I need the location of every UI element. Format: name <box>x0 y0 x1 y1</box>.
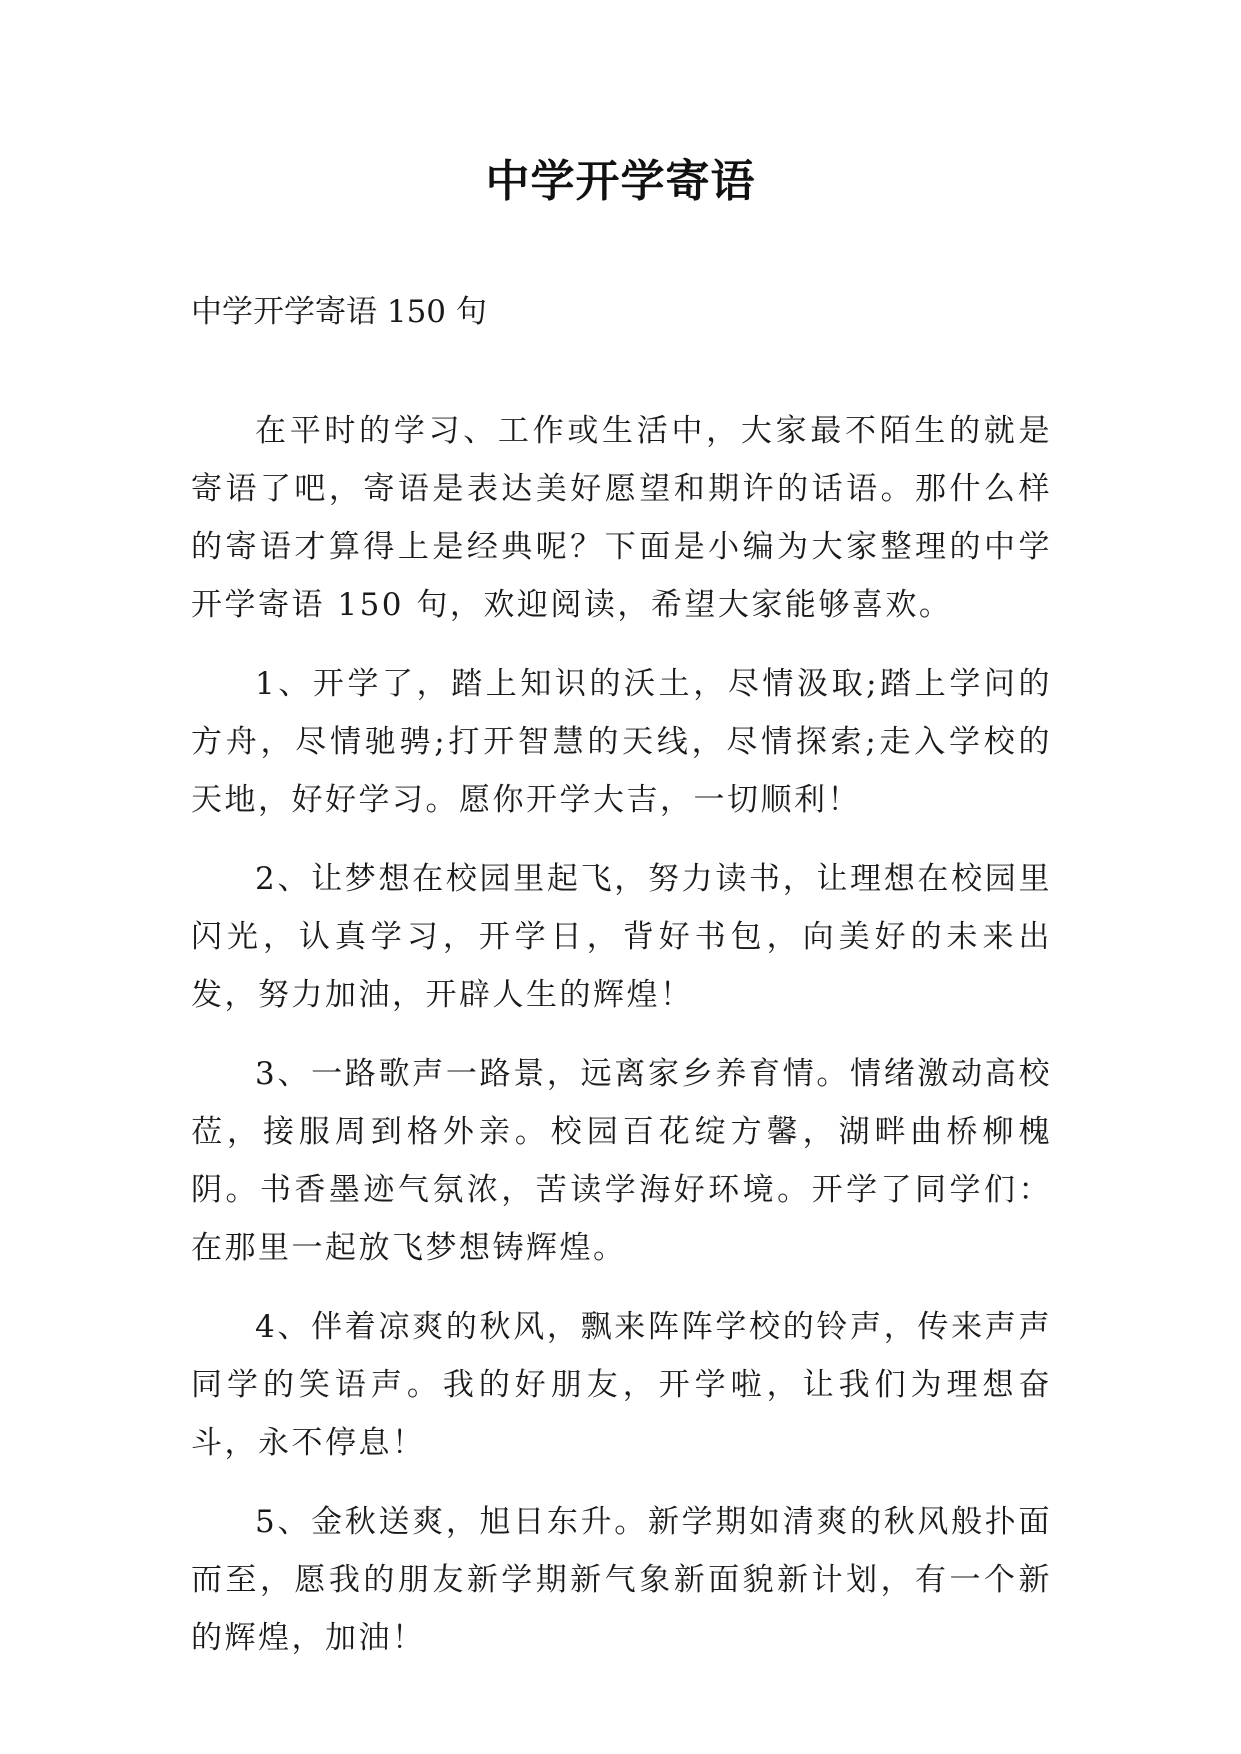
document-body <box>191 402 1052 1688</box>
document-title: 中学开学寄语 <box>485 156 756 207</box>
blessing-paragraph-5: 5、金秋送爽，旭日东升。新学期如清爽的秋风般扑面而至，愿我的朋友新学期新气象新面貌新计划，有一个新的辉煌，加油！ <box>191 1504 1052 1656</box>
blessing-paragraph-4: 4、伴着凉爽的秋风，飘来阵阵学校的铃声，传来声声同学的笑语声。我的好朋友，开学啦，让我们为理想奋斗，永不停息！ <box>191 1309 1052 1461</box>
blessing-paragraph-1: 1、开学了，踏上知识的沃土，尽情汲取;踏上学问的方舟，尽情驰骋;打开智慧的天线，尽情探索;走入学校的天地，好好学习。愿你开学大吉，一切顺利！ <box>191 666 1052 818</box>
document-subtitle: 中学开学寄语 150 句 <box>191 294 487 330</box>
blessing-paragraph-3: 3、一路歌声一路景，远离家乡养育情。情绪激动高校莅，接服周到格外亲。校园百花绽方馨，湖畔曲桥柳槐阴。书香墨迹气氛浓，苦读学海好环境。开学了同学们：在那里一起放飞梦想铸辉煌。 <box>191 1056 1052 1266</box>
intro-paragraph: 在平时的学习、工作或生活中，大家最不陌生的就是寄语了吧，寄语是表达美好愿望和期许的话语。那什么样的寄语才算得上是经典呢？下面是小编为大家整理的中学开学寄语 150 句，欢迎阅读，希望大家能够喜欢。 <box>191 413 1052 623</box>
blessing-paragraph-2: 2、让梦想在校园里起飞，努力读书，让理想在校园里闪光，认真学习，开学日，背好书包，向美好的未来出发，努力加油，开辟人生的辉煌！ <box>191 861 1052 1013</box>
